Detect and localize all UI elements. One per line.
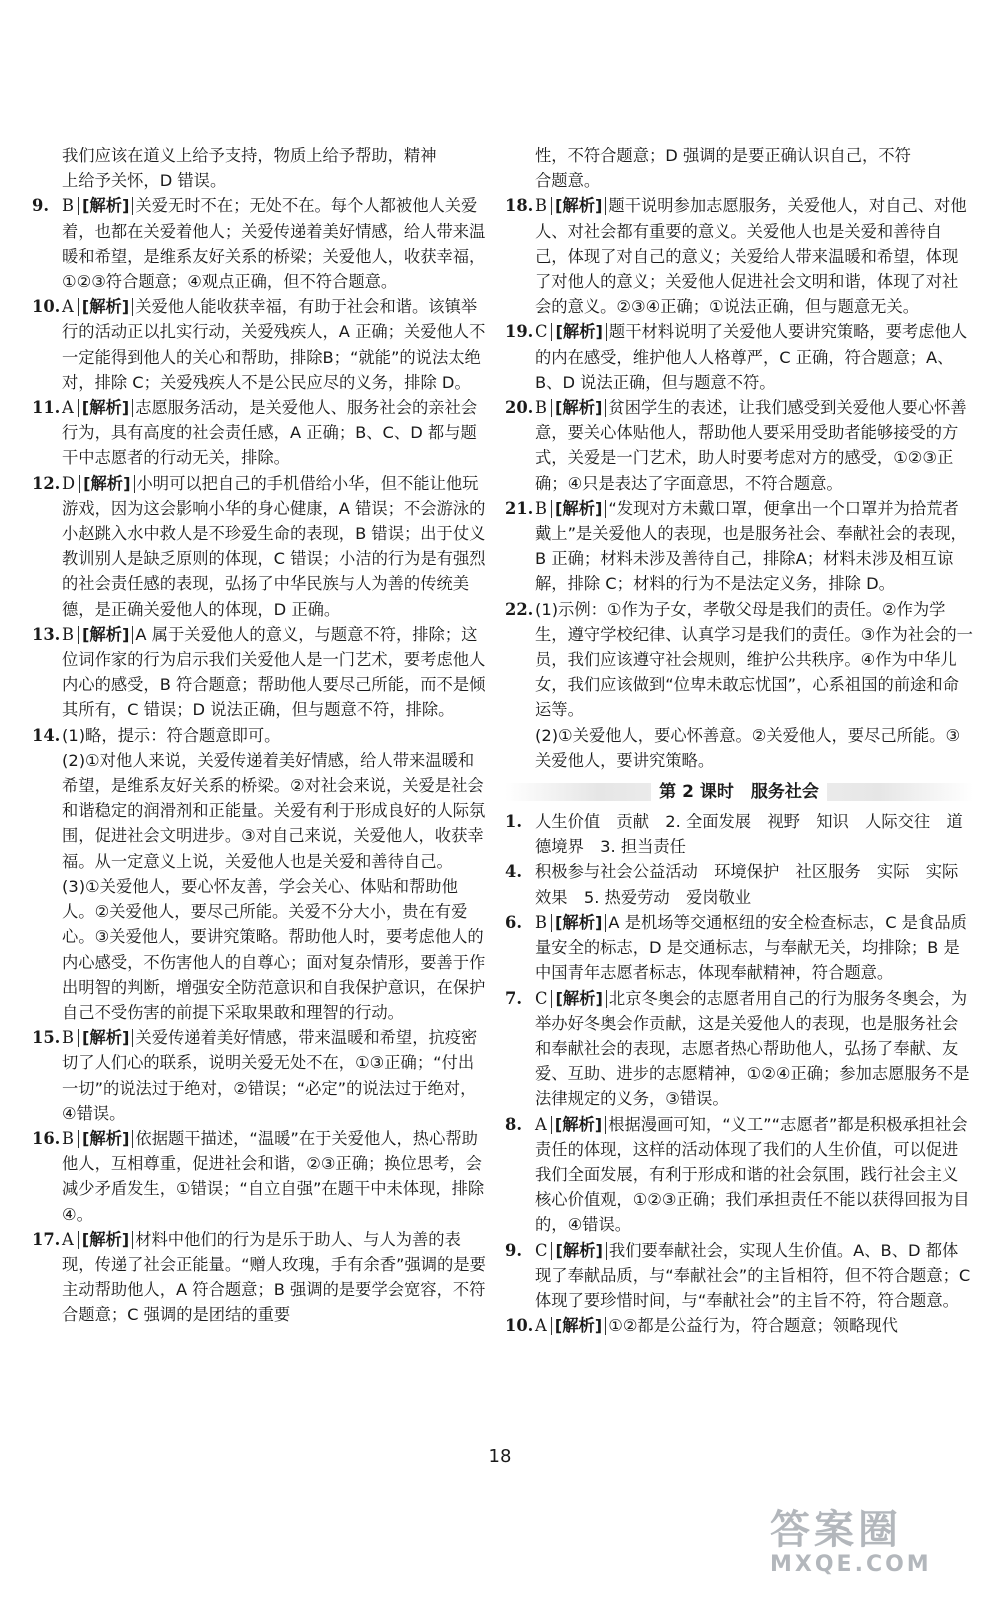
left-column [32, 143, 490, 1328]
answer-letter: B [62, 1128, 74, 1148]
analysis-text: 我们要奉献社会，实现人生价值。A、B、D 都体现了奉献品质，与“奉献社会”的主旨相符，但不符合题意；C 体现了要珍惜时间，与“奉献社会”的主旨不符，符合题意。 [535, 1240, 971, 1310]
answer-paragraph: (3)①关爱他人，要心怀友善，学会关心、体贴和帮助他人。②关爱他人，要尽己所能。关爱不分大小，贵在有爱心。③关爱他人，要讲究策略。帮助他人时，要考虑他人的内心感受，不伤害他人的自尊心；面对复杂情形，要善于作出明智的判断，增强安全防范意识和自我保护意识，在保护自己不受伤害的前提下采取果敢和理智的行动。 [62, 876, 486, 1022]
answer-paragraph: (2)①关爱他人，要心怀善意。②关爱他人，要尽己所能。③关爱他人，要讲究策略。 [535, 725, 961, 770]
analysis-text: A 是机场等交通枢纽的安全检查标志，C 是食品质量安全的标志，D 是交通标志，与奉献无关，均排除；B 是中国青年志愿者标志，体现奉献精神，符合题意。 [535, 912, 967, 983]
item-number: 20. [505, 398, 534, 418]
answer-item-18 [505, 193, 973, 319]
answer-item-15 [32, 1025, 490, 1126]
item-number: 7. [505, 988, 522, 1008]
analysis-tag: [解析] [79, 475, 134, 493]
answer-letter: A [535, 1316, 547, 1336]
item-number: 16. [32, 1128, 61, 1148]
lead-line: 我们应该在道义上给予支持，物质上给予帮助，精神 [62, 146, 437, 165]
answer-item-16 [32, 1126, 490, 1227]
lead-line: 合题意。 [535, 171, 601, 191]
answer-item-20 [505, 395, 973, 496]
answer-item-7 [505, 986, 973, 1112]
answer-item-10 [32, 294, 490, 395]
analysis-tag: [解析] [551, 1242, 606, 1260]
item-number: 21. [505, 498, 534, 518]
analysis-tag: [解析] [551, 1317, 606, 1335]
item-number: 10. [505, 1316, 534, 1336]
watermark-url: MXQE.COM [770, 1552, 932, 1577]
item-number: 11. [32, 398, 61, 418]
answer-letter: A [535, 1114, 547, 1134]
answer-text: (1)略，提示：符合题意即可。 [62, 725, 281, 745]
analysis-text: 贫困学生的表述，让我们感受到关爱他人要心怀善意，要关心体贴他人，帮助他人要采用受助者能够接受的方式，关爱是一门艺术，助人时要考虑对方的感受，①②③正确；④只是表达了字面意思，不符合题意。 [535, 398, 967, 493]
answer-item-1 [505, 809, 973, 859]
analysis-text: 关爱他人能收获幸福，有助于社会和谐。该镇举行的活动正以扎实行动，关爱残疾人，A 正确；关爱他人不一定能得到他人的关心和帮助，排除B；“就能”的说法太绝对，排除 C；关爱残疾人不是公民应尽的义务，排除 D。 [62, 297, 486, 392]
answer-letter: B [535, 196, 547, 216]
answer-letter: C [535, 1240, 548, 1260]
analysis-text: 关爱无时不在；无处不在。每个人都被他人关爱着，也都在关爱着他人；关爱传递着美好情感，给人带来温暖和希望，是维系友好关系的桥梁；关爱他人，收获幸福，①②③符合题意；④观点正确，但不符合题意。 [62, 196, 486, 292]
answer-item-10b [505, 1313, 973, 1338]
item-number: 4. [505, 862, 522, 882]
analysis-text: 志愿服务活动，是关爱他人、服务社会的亲社会行为，具有高度的社会责任感，A 正确；B、C、D 都与题干中志愿者的行动无关，排除。 [62, 398, 478, 468]
item-number: 9. [32, 196, 49, 216]
answer-letter: C [535, 322, 548, 342]
item-number: 19. [505, 322, 534, 342]
analysis-tag: [解析] [78, 626, 133, 644]
watermark-text: 答案圈 [770, 1507, 902, 1553]
answer-letter: A [62, 297, 74, 317]
analysis-text: 依据题干描述，“温暖”在于关爱他人，热心帮助他人，互相尊重，促进社会和谐，②③正确；换位思考，会减少矛盾发生，①错误；“自立自强”在题干中未体现，排除④。 [62, 1128, 485, 1224]
analysis-tag: [解析] [551, 197, 606, 215]
analysis-text: ①②都是公益行为，符合题意；领略现代 [608, 1316, 898, 1336]
item-number: 15. [32, 1028, 61, 1048]
answer-item-17 [32, 1227, 490, 1328]
item-number: 12. [32, 473, 61, 493]
analysis-tag: [解析] [78, 1029, 133, 1047]
section-title: 第 2 课时 服务社会 [651, 777, 827, 807]
analysis-text: 关爱传递着美好情感，带来温暖和希望，抗疫密切了人们心的联系，说明关爱无处不在，①③正确；“付出一切”的说法过于绝对，②错误；“必定”的说法过于绝对，④错误。 [62, 1028, 478, 1123]
analysis-text: 北京冬奥会的志愿者用自己的行为服务冬奥会，为举办好冬奥会作贡献，这是关爱他人的表现，也是服务社会和奉献社会的表现，志愿者热心帮助他人，弘扬了奉献、友爱、互助、进步的志愿精神，①②④正确；参加志愿服务不是法律规定的义务，③错误。 [535, 988, 970, 1109]
answer-letter: A [62, 1229, 74, 1249]
analysis-text: 材料中他们的行为是乐于助人、与人为善的表现，传递了社会正能量。“赠人玫瑰，手有余香”强调的是要主动帮助他人，A 符合题意；B 强调的是要学会宽容，不符合题意；C 强调的是团结的重要 [62, 1229, 486, 1325]
item-number: 1. [505, 812, 522, 832]
analysis-tag: [解析] [551, 399, 606, 417]
item-number: 9. [505, 1240, 522, 1260]
analysis-tag: [解析] [551, 1116, 606, 1134]
answer-text: 积极参与社会公益活动 环境保护 社区服务 实际 实际效果 5. 热爱劳动 爱岗敬业 [535, 862, 959, 907]
item-number: 22. [505, 599, 534, 619]
analysis-text: 小明可以把自己的手机借给小华，但不能让他玩游戏，因为这会影响小华的身心健康，A 错误；不会游泳的小赵跳入水中救人是不珍爱生命的表现，B 错误；出于仗义教训别人是缺乏原则的体现，C 错误；小洁的行为是有强烈的社会责任感的表现，弘扬了中华民族与人为善的传统美德，是正确关爱他人的体现，D 正确。 [62, 473, 486, 619]
answer-letter: B [62, 1028, 74, 1048]
right-column [505, 143, 973, 1338]
analysis-tag: [解析] [551, 914, 606, 932]
answer-item-6 [505, 910, 973, 986]
lead-line: 性，不符合题意；D 强调的是要正确认识自己，不符 [535, 146, 911, 165]
answer-letter: B [535, 398, 547, 418]
analysis-text: 题干说明参加志愿服务，关爱他人，对自己、对他人、对社会都有重要的意义。关爱他人也是关爱和善待自己，体现了对自己的意义；关爱给人带来温暖和希望，体现了对他人的意义；关爱他人促进社会文明和谐，体现了对社会的意义。②③④正确；①说法正确，但与题意无关。 [535, 196, 967, 317]
analysis-tag: [解析] [78, 197, 133, 215]
page-number: 18 [488, 1446, 512, 1467]
analysis-tag: [解析] [78, 298, 133, 316]
answer-letter: C [535, 988, 548, 1008]
answer-item-21 [505, 496, 973, 597]
analysis-text: 题干材料说明了关爱他人要讲究策略，要考虑他人的内在感受，维护他人人格尊严，C 正确，符合题意；A、B、D 说法正确，但与题意不符。 [535, 322, 968, 392]
analysis-tag: [解析] [551, 323, 606, 341]
item-number: 13. [32, 624, 61, 644]
analysis-text: 根据漫画可知，“义工”“志愿者”都是积极承担社会责任的体现，这样的活动体现了我们的人生价值，可以促进我们全面发展，有利于形成和谐的社会氛围，践行社会主义核心价值观，①②③正确；我们承担责任不能以获得回报为目的，④错误。 [535, 1114, 970, 1235]
lead-line: 上给予关怀，D 错误。 [62, 171, 227, 191]
analysis-tag: [解析] [78, 399, 133, 417]
answer-item-4 [505, 859, 973, 909]
item-number: 8. [505, 1114, 522, 1134]
answer-letter: A [62, 398, 74, 418]
answer-item-22 [505, 597, 973, 723]
answer-item-14 [32, 723, 490, 748]
answer-letter: B [62, 624, 74, 644]
answer-text: (1)示例：①作为子女，孝敬父母是我们的责任。②作为学生，遵守学校纪律、认真学习是我们的责任。③作为社会的一员，我们应该遵守社会规则，维护公共秩序。④作为中华儿女，我们应该做到“位卑未敢忘忧国”，心系祖国的前途和命运等。 [535, 599, 973, 720]
answer-letter: B [535, 498, 547, 518]
item-number: 18. [505, 196, 534, 216]
analysis-text: “发现对方未戴口罩，便拿出一个口罩并为拾荒者戴上”是关爱他人的表现，也是服务社会、奉献社会的表现，B 正确；材料未涉及善待自己，排除A；材料未涉及相互谅解，排除 C；材料的行为不是法定义务，排除 D。 [535, 498, 967, 594]
analysis-tag: [解析] [551, 500, 606, 518]
answer-item-8 [505, 1112, 973, 1238]
answer-letter: B [535, 912, 547, 932]
item-number: 17. [32, 1229, 61, 1249]
item-number: 14. [32, 725, 61, 745]
answer-item-13 [32, 622, 490, 723]
section-heading [505, 777, 973, 807]
analysis-text: A 属于关爱他人的意义，与题意不符，排除；这位词作家的行为启示我们关爱他人是一门艺术，要考虑他人内心的感受，B 符合题意；帮助他人要尽己所能，而不是倾其所有，C 错误；D 说法正确，但与题意不符，排除。 [62, 624, 486, 720]
analysis-tag: [解析] [78, 1231, 133, 1249]
answer-item-11 [32, 395, 490, 471]
answer-item-19 [505, 319, 973, 395]
answer-item-9 [32, 193, 490, 294]
answer-item-9b [505, 1238, 973, 1314]
answer-letter: B [62, 196, 74, 216]
item-number: 6. [505, 912, 522, 932]
answer-letter: D [62, 473, 76, 493]
answer-paragraph: (2)①对他人来说，关爱传递着美好情感，给人带来温暖和希望，是维系友好关系的桥梁。②对社会来说，关爱是社会和谐稳定的润滑剂和正能量。关爱有利于形成良好的人际氛围，促进社会文明进步。③对自己来说，关爱他人，收获幸福。从一定意义上说，关爱他人也是关爱和善待自己。 [62, 750, 486, 871]
answer-item-12 [32, 471, 490, 622]
watermark-logo [770, 1508, 980, 1588]
analysis-tag: [解析] [78, 1130, 133, 1148]
answer-text: 人生价值 贡献 2. 全面发展 视野 知识 人际交往 道德境界 3. 担当责任 [535, 812, 963, 857]
item-number: 10. [32, 297, 61, 317]
analysis-tag: [解析] [551, 990, 606, 1008]
